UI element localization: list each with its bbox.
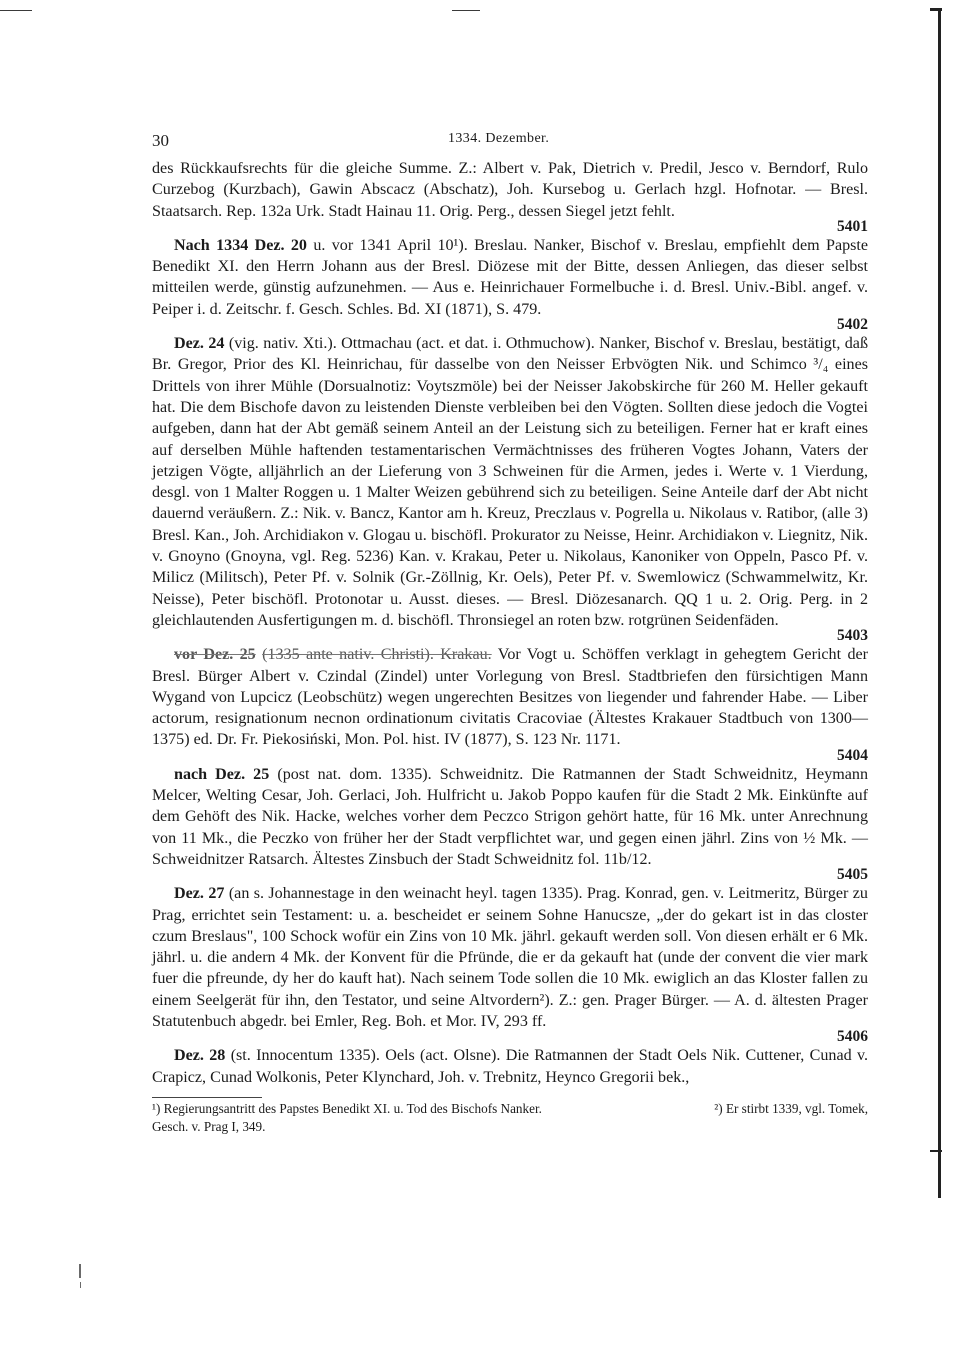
footnote-2-continuation: Gesch. v. Prag I, 349. (152, 1118, 266, 1134)
regest-entry (152, 644, 868, 763)
entry-text: (post nat. dom. 1335). Schweidnitz. Die Ratmannen der Stadt Schweidnitz, Heymann Melcer, Welting Cesar, Joh. Gerlaci, Joh. Hulfricht u. Jakob Poppo kaufen für die Stadt 2 Mk. Einkünfte auf dem Gehöft des Nik. Hacke, welches vorher dem Peczco Strigon gehört hatte, für 16 Mk. unter Anrechnung von 11 Mk., die Peczko von früher her der Stadt verpflichtet war, und gegen einen jährl. Zins von ½ Mk. — Schweidnitzer Ratsarch. Ältestes Zinsbuch der Stadt Schweidnitz fol. 11b/12. (152, 765, 868, 868)
scan-margin-mark-small (80, 1282, 81, 1288)
main-text (152, 158, 868, 1088)
page-number: 30 (152, 131, 169, 150)
regest-entry (152, 883, 868, 1045)
entry-number: 5405 (837, 866, 868, 884)
entry-text: des Rückkaufsrechts für die gleiche Summe. Z.: Albert v. Pak, Dietrich v. Predil, Jesco v. Berndorf, Rulo Curzebog (Kurzbach), Gawin Abscacz (Abschatz), Joh. Kursebog u. Gerlach hzgl. Hofnotar. — Bresl. Staatsarch. Rep. 132a Urk. Stadt Hainau 11. Orig. Perg., dessen Siegel jetzt fehlt. (152, 160, 868, 220)
entry-date: Dez. 24 (174, 335, 225, 353)
scan-right-edge-top (930, 8, 942, 11)
entry-text: u. vor 1341 April 10¹). Breslau. Nanker, Bischof v. Breslau, empfiehlt dem Papste Benedikt XI. den Herrn Johann aus der Bresl. Diözese mit der Bitte, dessen Anliegen, das dieser selbst mitteilen werde, günstig aufzunehmen. — Aus e. Heinrichauer Formelbuche i. d. Bresl. Univ.-Bibl. angef. v. Peiper i. d. Zeitschr. f. Gesch. Schles. Bd. XI (1871), S. 479. (152, 236, 869, 318)
page-header (152, 127, 872, 151)
footnotes (152, 1100, 868, 1135)
entry-number: 5406 (837, 1028, 868, 1046)
regest-entry (152, 333, 868, 644)
entry-number: 5404 (837, 746, 868, 764)
entry-number: 5403 (837, 627, 868, 645)
scan-top-left-rule (0, 10, 32, 11)
entry-text: (vig. nativ. Xti.). Ottmachau (act. et dat. i. Othmuchow). Nanker, Bischof v. Breslau, bestätigt, daß Br. Gregor, Prior des Kl. Heinrichau, für dasselbe von den Neisser Erbvögten Nik. und Schimco ³/₄ eines Drittels von ihrer Mühle (Dorsualnotiz: Voytszmöle) bei der Neisser Jakobskirche für 260 M. Heller gekauft hat. Die dem Bischofe davon zu leistenden Dienste verbleiben bei den Vögten. Sollten diese jedoch die Vogtei aufgeben, dann hat der Abt gemäß seinem Anteil an der Leistung sich zu beteiligen. Ferner hat er kraft eines auf derselben Mühle haftenden testamentarischen Vermächtnisses des früheren Vogtes Johann, Vaters der jetzigen Vögte, alljährlich an der Lieferung von 3 Schweinen für die Armen, jedes i. Werte v. 1 Vierdung, desgl. von 1 Malter Roggen u. 1 Malter Weizen gebührend sich zu beteiligen. Seine Anteile darf der Abt nicht dauernd veräußern. Z.: Nik. v. Bancz, Kantor am h. Kreuz, Preczlaus v. Pogrella u. Nikolaus v. Ratibor, (alle 3) Bresl. Kan., Joh. Archidiakon v. Glogau u. bischöfl. Prokurator zu Neisse, Heinr. Archidiakon v. Liegnitz, Nik. v. Gnoyno (Gnoyna, vgl. Reg. 5236) Kan. v. Krakau, Peter u. Nikolaus, Kanoniker von Oppeln, Pasco Pf. v. Milicz (Militsch), Peter Pf. v. Solnik (Gr.-Zöllnig, Kr. Oels), Peter Pf. v. Swemlowicz (Schwammelwitz, Kr. Neisse), Peter bischöfl. Protonotar u. Ausst. dieses. — Bresl. Diözesanarch. QQ 1 u. 2. Orig. Perg. in 2 gleichlautenden Ausfertigungen m. d. bischöfl. Thronsiegel an roten bzw. rotgrünen Seidenfäden. (152, 335, 868, 629)
regest-entry (152, 158, 868, 235)
entry-date: Dez. 27 (174, 885, 225, 903)
footnote-divider (152, 1097, 262, 1098)
running-title: 1334. Dezember. (448, 131, 550, 146)
scan-margin-mark (79, 1264, 81, 1278)
entry-number: 5402 (837, 316, 868, 334)
regest-entry (152, 1045, 868, 1088)
regest-entry (152, 764, 868, 883)
footnote-2: ²) Er stirbt 1339, vgl. Tomek, (714, 1101, 868, 1116)
entry-date: Dez. 28 (174, 1047, 226, 1065)
entry-text: (st. Innocentum 1335). Oels (act. Olsne). Die Ratmannen der Stadt Oels Nik. Cuttener, Cunad v. Crapicz, Cunad Wolkonis, Peter Klynchard, Joh. v. Trebnitz, Heynco Gregorii bek., (152, 1047, 868, 1086)
entry-date: Nach 1334 Dez. 20 (174, 236, 307, 254)
struck-text: (1335 ante nativ. Christi). Krakau. (262, 646, 492, 664)
entry-date: vor Dez. 25 (174, 646, 256, 664)
footnote-1: ¹) Regierungsantritt des Papstes Benedikt XI. u. Tod des Bischofs Nanker. (152, 1101, 542, 1116)
scan-right-edge (938, 8, 941, 1198)
entry-number: 5401 (837, 217, 868, 235)
scan-top-mid-rule (452, 10, 480, 11)
scan-right-edge-bottom (930, 1150, 942, 1152)
entry-text: Vor Vogt u. Schöffen verklagt in gehegtem Gericht der Bresl. Bürger Albert v. Czindal (Zindel) unter Vorlegung von Bresl. Stadtbriefen den fürsichtigen Mann Wygand von Lupcicz (Leobschütz) wegen ungerechten Besitzes von liegender und fahrender Habe. — Liber actorum, resignationum necnon ordinationum civitatis Cracoviae (Ältestes Krakauer Stadtbuch von 1300—1375) ed. Dr. Fr. Piekosiński, Mon. Pol. hist. IV (1877), S. 123 Nr. 1171. (152, 646, 868, 749)
entry-date: nach Dez. 25 (174, 765, 270, 783)
regest-entry (152, 235, 868, 333)
entry-text: (an s. Johannestage in den weinacht heyl. tagen 1335). Prag. Konrad, gen. v. Leitmeritz, Bürger zu Prag, errichtet sein Testament: u. a. bescheidet er seinem Sohne Hanucsze, „der do gekart ist in das closter czum Breslaus", 100 Schock wofür ein Zins von 10 Mk. jährl. gekauft werden soll. Von diesen erhält er 6 Mk. jährl. u. die andern 4 Mk. der Konvent für die Pfründe, die er da gekauft hat (unde der convent die vier mark fuer die pfreunde, dy her do kauft hat). Nach seinem Tode sollen die 10 Mk. ewiglich an das Kloster fallen zu einem Seelgerät für ihn, den Testator, und seine Altvordern²). Z.: gen. Prager Bürger. — A. d. ältesten Prager Statutenbuch abgedr. bei Emler, Reg. Boh. et Mor. IV, 293 ff. (152, 885, 868, 1030)
footnote-line (152, 1100, 868, 1118)
